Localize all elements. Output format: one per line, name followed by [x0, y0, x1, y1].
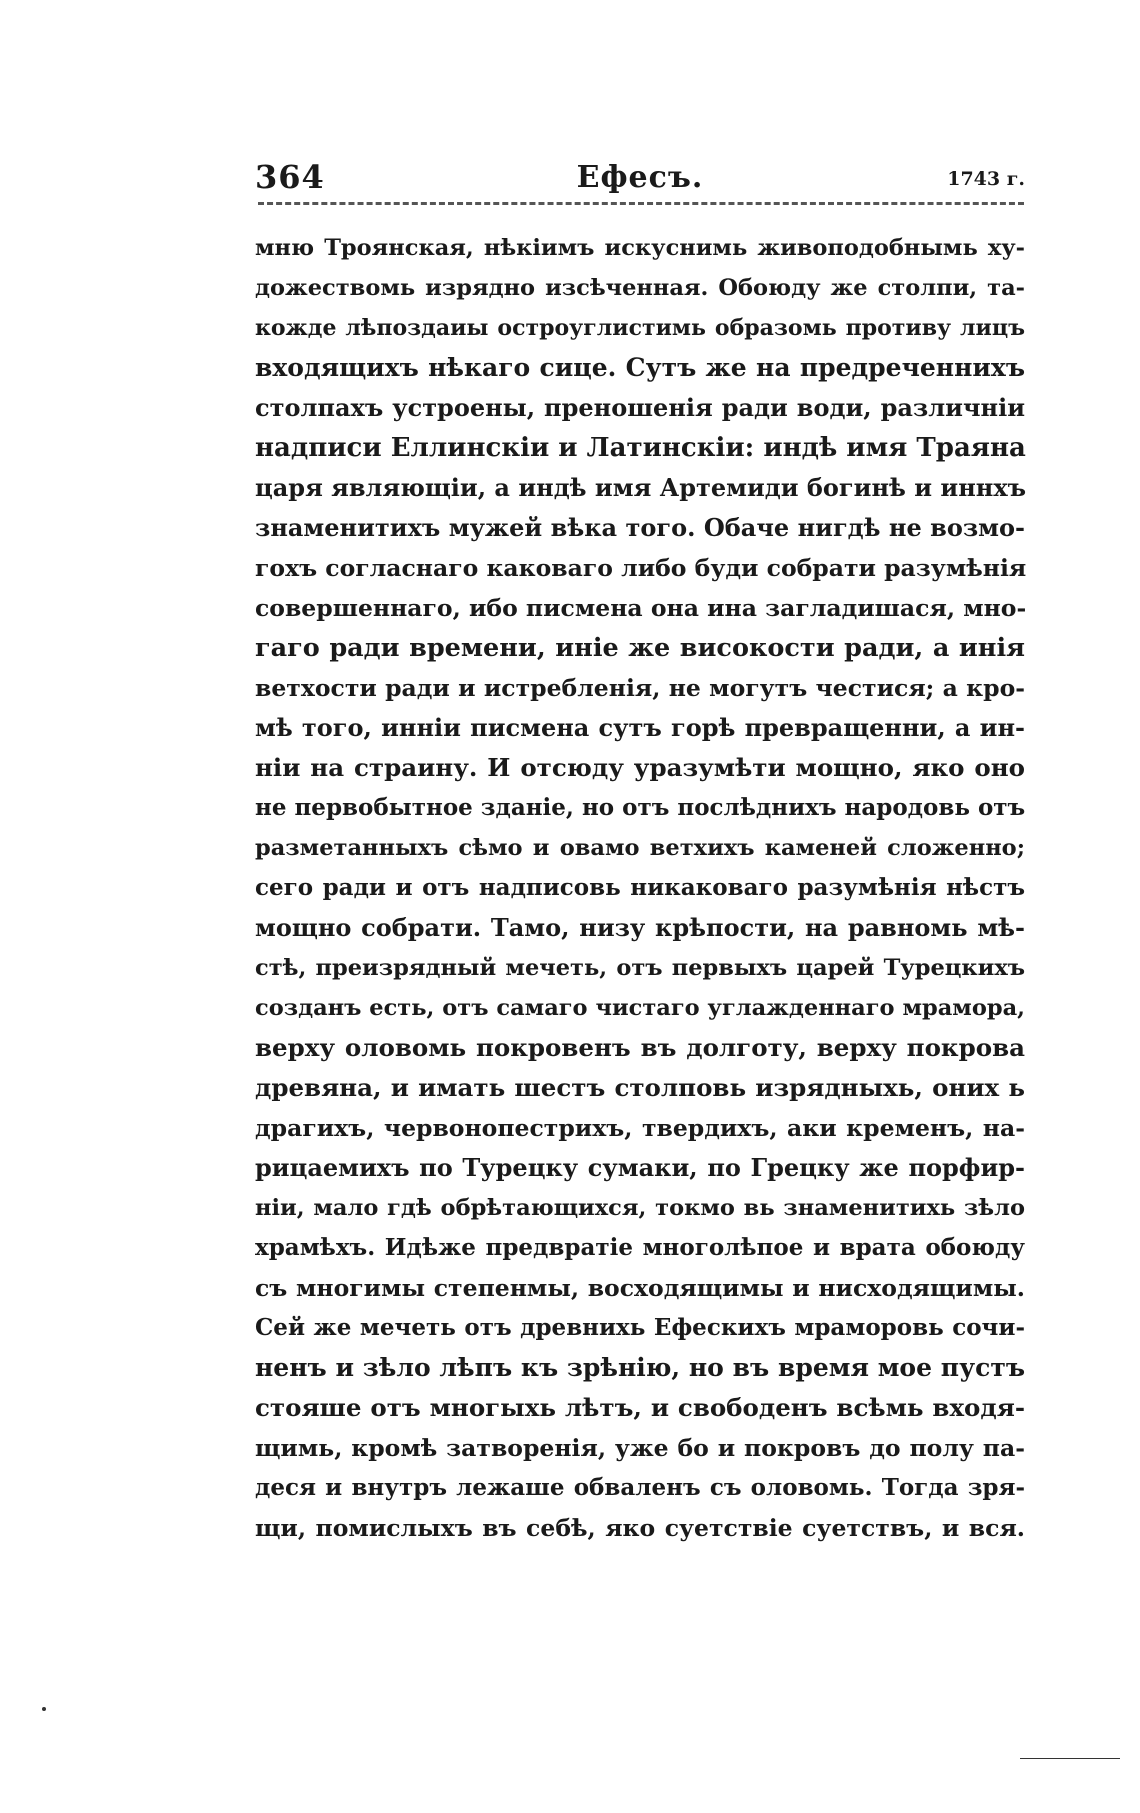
margin-speck — [42, 1707, 46, 1711]
text-line: гаго ради времени, иніе же високости ради, а инія — [255, 633, 1025, 663]
text-line: совершеннаго, ибо писмена она ина загладишася, мно- — [255, 594, 1027, 622]
text-line: ненъ и зѣло лѣпъ къ зрѣнію, но въ время мое пустъ — [255, 1353, 1025, 1382]
text-line: кожде лѣпоздаиы остроуглистимь образомь противу лицъ — [255, 315, 1025, 341]
text-line: мощно собрати. Тамо, низу крѣпости, на равномь мѣ- — [255, 913, 1025, 942]
text-line: мню Троянская, нѣкіимъ искуснимь живоподобнымь ху- — [255, 235, 1025, 261]
text-line: мѣ того, инніи писмена сутъ горѣ превращенни, а ин- — [255, 713, 1025, 742]
text-line: входящихъ нѣкаго сице. Сутъ же на предреченнихъ — [255, 353, 1025, 382]
text-line: Сей же мечеть отъ древнихь Ефескихъ мраморовь сочи- — [255, 1314, 1025, 1341]
text-line: щимь, кромѣ затворенія, уже бо и покровъ до полу па- — [255, 1434, 1025, 1462]
text-line: сего ради и отъ надписовь никаковаго разумѣнія нѣстъ — [255, 874, 1025, 901]
text-line: надписи Еллинскіи и Латинскіи: индѣ имя Траяна — [255, 433, 1026, 463]
text-line: созданъ есть, отъ самаго чистаго углажденнаго мрамора, — [255, 995, 1025, 1021]
text-line: ніи на страину. И отсюду уразумѣти мощно, яко оно — [255, 753, 1025, 782]
text-line: ніи, мало гдѣ обрѣтающихся, токмо вь знаменитихь зѣло — [255, 1195, 1025, 1221]
text-line: стояше отъ многыхь лѣтъ, и свободенъ всѣмь входя- — [255, 1393, 1025, 1422]
text-line: царя являющіи, а индѣ имя Артемиди богинѣ и иннхъ — [255, 473, 1027, 502]
text-line: съ многимы степенмы, восходящимы и нисходящимы. — [255, 1274, 1025, 1302]
text-line: столпахъ устроены, преношенія ради води, различніи — [255, 393, 1025, 422]
text-line: деся и внутръ лежаше обваленъ съ оловомь. Тогда зря- — [255, 1474, 1025, 1501]
text-line: древяна, и имать шестъ столповь изрядныхь, оних ь — [255, 1073, 1025, 1102]
page-header — [255, 158, 1025, 198]
year-label: 1743 г. — [947, 168, 1025, 190]
text-line: верху оловомь покровенъ въ долготу, верху покрова — [255, 1033, 1025, 1062]
text-line: дожествомь изрядно изсѣченная. Обоюду же столпи, та- — [255, 275, 1025, 301]
text-line: драгихъ, червонопестрихъ, твердихъ, аки кременъ, на- — [255, 1114, 1025, 1142]
header-rule — [258, 202, 1024, 205]
page-number: 364 — [255, 158, 325, 196]
text-line: щи, помислыхъ въ себѣ, яко суетствіе суетствъ, и вся. — [255, 1514, 1025, 1542]
text-line: не первобытное зданіе, но отъ послѣднихъ народовь отъ — [255, 794, 1026, 821]
text-line: разметанныхъ сѣмо и овамо ветхихъ каменей сложенно; — [255, 835, 1025, 861]
footer-rule — [1020, 1758, 1120, 1759]
text-line: храмѣхъ. Идѣже предвратіе многолѣпое и врата обоюду — [255, 1234, 1025, 1261]
body-text — [255, 228, 1025, 1548]
text-line: ветхости ради и истребленія, не могутъ честися; а кро- — [255, 674, 1025, 702]
text-line: рицаемихъ по Турецку сумаки, по Грецку же порфир- — [255, 1153, 1025, 1182]
text-line: гохъ согласнаго каковаго либо буди собрати разумѣнія — [255, 554, 1027, 582]
text-line: знаменитихъ мужей вѣка того. Обаче нигдѣ не возмо- — [255, 513, 1025, 542]
text-line: стѣ, преизрядный мечеть, отъ первыхъ царей Турецкихъ — [255, 955, 1025, 981]
running-title: Ефесъ. — [576, 160, 704, 195]
